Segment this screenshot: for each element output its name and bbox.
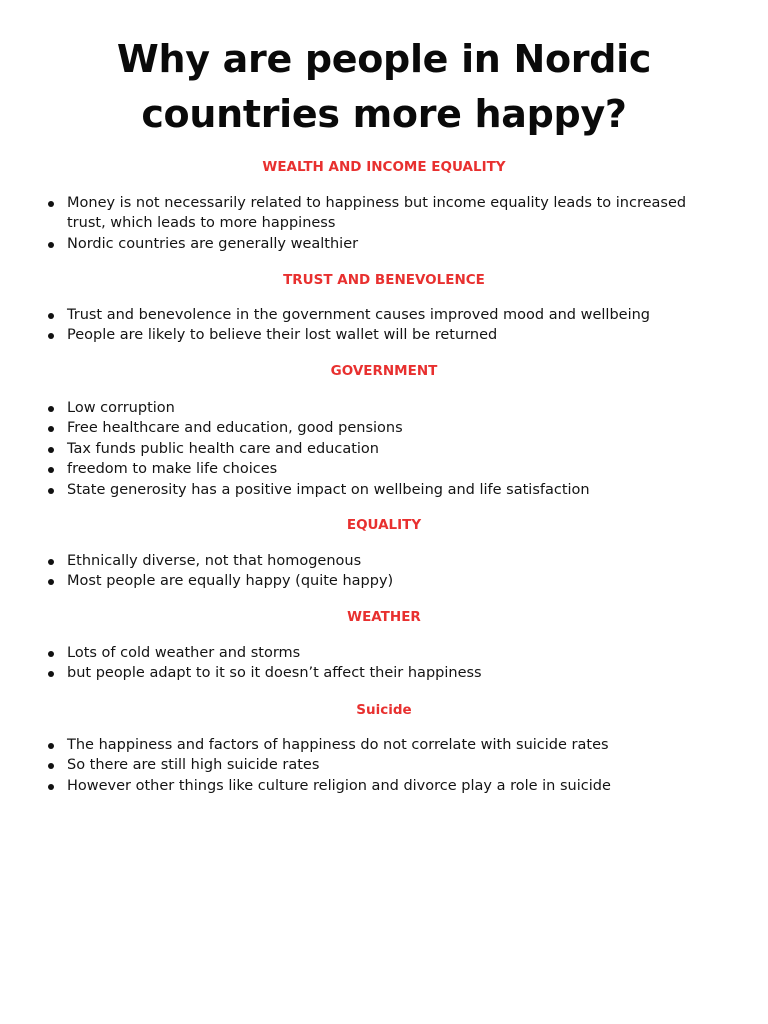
list-item-text: Lots of cold weather and storms bbox=[67, 645, 301, 661]
bullet-icon bbox=[48, 651, 54, 657]
section-heading: EQUALITY bbox=[346, 517, 422, 533]
list-item bbox=[0, 663, 768, 683]
list-item bbox=[0, 480, 768, 500]
section-heading: WEATHER bbox=[347, 609, 421, 625]
list-item bbox=[0, 234, 768, 254]
list-item-text: Most people are equally happy (quite happy) bbox=[67, 573, 394, 590]
section-heading: WEALTH AND INCOME EQUALITY bbox=[262, 159, 506, 175]
list-item-text: Free healthcare and education, good pensions bbox=[67, 420, 403, 437]
bullet-list-weather bbox=[0, 643, 768, 684]
bullet-icon bbox=[48, 467, 54, 473]
list-item-text: but people adapt to it so it doesn’t affect their happiness bbox=[67, 665, 482, 682]
list-item-text: Money is not necessarily related to happiness but income equality leads to increased trust, which leads to more happiness bbox=[67, 195, 687, 232]
bullet-icon bbox=[48, 579, 54, 585]
bullet-icon bbox=[48, 763, 54, 769]
bullet-list-wealth bbox=[0, 193, 768, 254]
list-item bbox=[0, 735, 768, 755]
list-item bbox=[0, 439, 768, 459]
bullet-list-trust bbox=[0, 305, 768, 346]
list-item-text: The happiness and factors of happiness do not correlate with suicide rates bbox=[67, 737, 609, 753]
list-item bbox=[0, 325, 768, 345]
bullet-list-equality bbox=[0, 551, 768, 592]
bullet-icon bbox=[48, 426, 54, 432]
section-heading: GOVERNMENT bbox=[330, 363, 438, 379]
list-item-text: freedom to make life choices bbox=[67, 461, 278, 478]
list-item-text: Tax funds public health care and education bbox=[67, 440, 379, 457]
list-item bbox=[0, 551, 768, 571]
bullet-icon bbox=[48, 201, 54, 207]
list-item bbox=[0, 418, 768, 438]
list-item bbox=[0, 755, 768, 775]
bullet-icon bbox=[48, 313, 54, 319]
list-item-text: Trust and benevolence in the government causes improved mood and wellbeing bbox=[67, 307, 651, 323]
list-item-text: Ethnically diverse, not that homogenous bbox=[67, 553, 362, 569]
bullet-icon bbox=[48, 333, 54, 339]
list-item-text: Low corruption bbox=[67, 400, 175, 416]
page-title: Why are people in Nordic countries more happy? bbox=[116, 37, 652, 136]
list-item bbox=[0, 193, 768, 234]
list-item-text: State generosity has a positive impact on wellbeing and life satisfaction bbox=[67, 481, 590, 498]
bullet-icon bbox=[48, 447, 54, 453]
list-item bbox=[0, 571, 768, 591]
list-item-text: People are likely to believe their lost wallet will be returned bbox=[67, 327, 498, 344]
bullet-icon bbox=[48, 488, 54, 494]
section-trust bbox=[0, 271, 768, 289]
section-government bbox=[0, 362, 768, 380]
bullet-icon bbox=[48, 671, 54, 677]
bullet-icon bbox=[48, 242, 54, 248]
section-heading: Suicide bbox=[356, 702, 412, 718]
bullet-icon bbox=[48, 784, 54, 790]
bullet-icon bbox=[48, 559, 54, 565]
bullet-icon bbox=[48, 743, 54, 749]
list-item bbox=[0, 459, 768, 479]
bullet-list-suicide bbox=[0, 735, 768, 796]
section-equality bbox=[0, 516, 768, 534]
list-item-text: So there are still high suicide rates bbox=[67, 757, 320, 774]
bullet-list-government bbox=[0, 398, 768, 500]
bullet-icon bbox=[48, 406, 54, 412]
section-heading: TRUST AND BENEVOLENCE bbox=[283, 272, 485, 288]
list-item bbox=[0, 305, 768, 325]
list-item bbox=[0, 643, 768, 663]
list-item bbox=[0, 776, 768, 796]
section-wealth bbox=[0, 158, 768, 176]
list-item bbox=[0, 398, 768, 418]
list-item-text: However other things like culture religion and divorce play a role in suicide bbox=[67, 777, 611, 794]
list-item-text: Nordic countries are generally wealthier bbox=[67, 235, 359, 252]
section-weather bbox=[0, 608, 768, 626]
section-suicide bbox=[0, 701, 768, 719]
